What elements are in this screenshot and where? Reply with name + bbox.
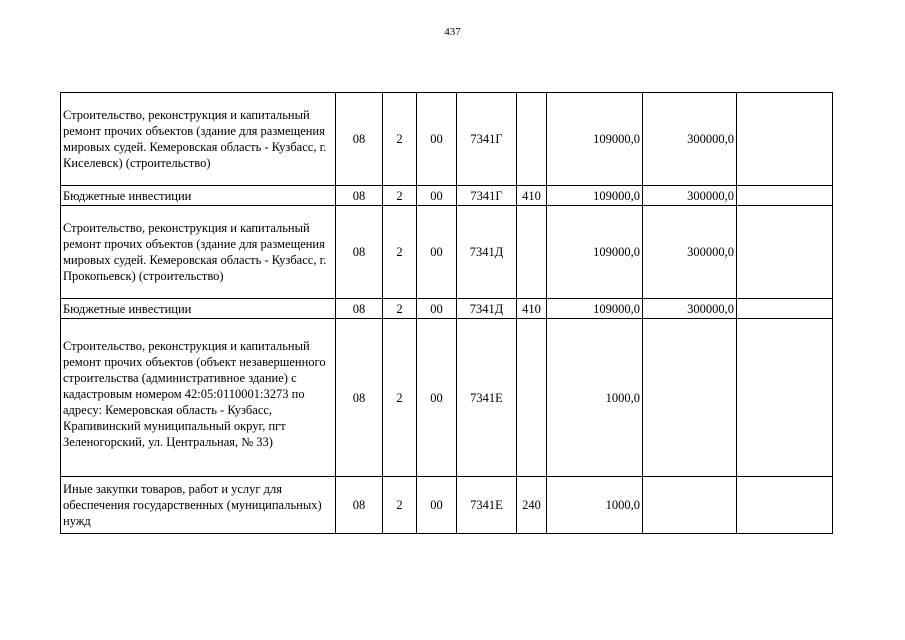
table-row xyxy=(61,319,833,477)
amount-2: 300000,0 xyxy=(643,299,737,319)
target-code: 7341Е xyxy=(457,319,517,477)
amount-2: 300000,0 xyxy=(643,93,737,186)
section-code: 08 xyxy=(336,93,383,186)
subsection-code: 2 xyxy=(383,477,417,534)
row-name: Бюджетные инвестиции xyxy=(61,299,336,319)
program-code: 00 xyxy=(417,186,457,206)
table-row xyxy=(61,299,833,319)
subsection-code: 2 xyxy=(383,206,417,299)
amount-1: 109000,0 xyxy=(547,93,643,186)
amount-1: 109000,0 xyxy=(547,299,643,319)
table-row xyxy=(61,93,833,186)
subsection-code: 2 xyxy=(383,299,417,319)
expense-type-code xyxy=(517,93,547,186)
expense-type-code xyxy=(517,206,547,299)
section-code: 08 xyxy=(336,477,383,534)
amount-1: 109000,0 xyxy=(547,186,643,206)
program-code: 00 xyxy=(417,206,457,299)
budget-table xyxy=(60,92,833,534)
subsection-code: 2 xyxy=(383,186,417,206)
amount-1: 109000,0 xyxy=(547,206,643,299)
target-code: 7341Е xyxy=(457,477,517,534)
amount-2: 300000,0 xyxy=(643,186,737,206)
section-code: 08 xyxy=(336,206,383,299)
section-code: 08 xyxy=(336,319,383,477)
section-code: 08 xyxy=(336,186,383,206)
expense-type-code: 410 xyxy=(517,186,547,206)
row-name: Строительство, реконструкция и капитальный ремонт прочих объектов (здание для размещения мировых судей. Кемеровская область - Кузбасс, г. Киселевск) (строительство) xyxy=(61,93,336,186)
table-row xyxy=(61,206,833,299)
amount-1: 1000,0 xyxy=(547,319,643,477)
target-code: 7341Д xyxy=(457,206,517,299)
amount-2 xyxy=(643,319,737,477)
row-name: Бюджетные инвестиции xyxy=(61,186,336,206)
table-row xyxy=(61,477,833,534)
amount-2: 300000,0 xyxy=(643,206,737,299)
subsection-code: 2 xyxy=(383,319,417,477)
row-name: Иные закупки товаров, работ и услуг для обеспечения государственных (муниципальных) нужд xyxy=(61,477,336,534)
subsection-code: 2 xyxy=(383,93,417,186)
amount-3 xyxy=(737,93,833,186)
page-number: 437 xyxy=(444,26,461,38)
target-code: 7341Д xyxy=(457,299,517,319)
expense-type-code: 240 xyxy=(517,477,547,534)
row-name: Строительство, реконструкция и капитальный ремонт прочих объектов (объект незавершенного строительства (административное здание) с кадастровым номером 42:05:0110001:3273 по адресу: Кемеровская область - Кузбасс, Крапивинский муниципальный округ, пгт Зеленогорский, ул. Центральная, № 33) xyxy=(61,319,336,477)
row-name: Строительство, реконструкция и капитальный ремонт прочих объектов (здание для размещения мировых судей. Кемеровская область - Кузбасс, г. Прокопьевск) (строительство) xyxy=(61,206,336,299)
expense-type-code xyxy=(517,319,547,477)
expense-type-code: 410 xyxy=(517,299,547,319)
amount-3 xyxy=(737,186,833,206)
amount-3 xyxy=(737,477,833,534)
section-code: 08 xyxy=(336,299,383,319)
target-code: 7341Г xyxy=(457,186,517,206)
program-code: 00 xyxy=(417,93,457,186)
program-code: 00 xyxy=(417,477,457,534)
amount-3 xyxy=(737,206,833,299)
program-code: 00 xyxy=(417,319,457,477)
amount-3 xyxy=(737,299,833,319)
amount-2 xyxy=(643,477,737,534)
amount-3 xyxy=(737,319,833,477)
table-row xyxy=(61,186,833,206)
target-code: 7341Г xyxy=(457,93,517,186)
program-code: 00 xyxy=(417,299,457,319)
amount-1: 1000,0 xyxy=(547,477,643,534)
